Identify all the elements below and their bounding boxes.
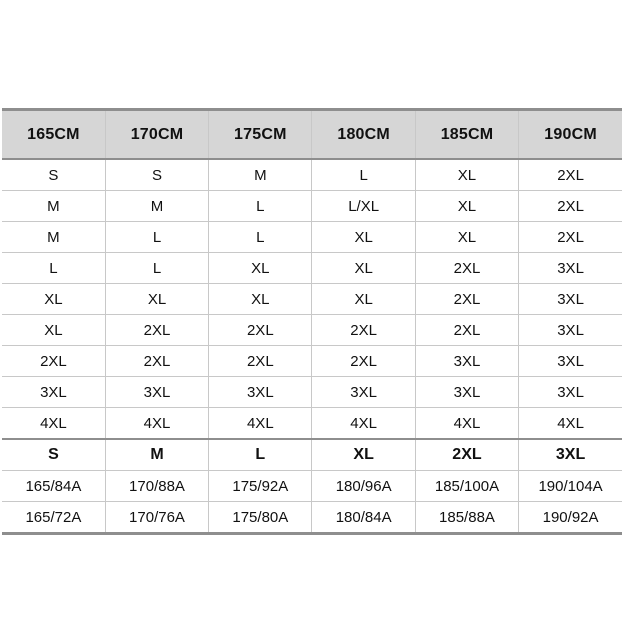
header-row (2, 110, 622, 160)
table-cell: L (209, 222, 312, 253)
table-cell: 2XL (519, 191, 622, 222)
table-row (2, 346, 622, 377)
table-cell: 2XL (415, 253, 518, 284)
spec-row-top (2, 471, 622, 502)
table-row (2, 284, 622, 315)
table-cell: L/XL (312, 191, 415, 222)
table-cell: 4XL (2, 408, 105, 440)
spec-cell: 180/96A (312, 471, 415, 502)
size-label-row (2, 439, 622, 471)
header-cell-190cm: 190CM (519, 110, 622, 160)
table-cell: L (2, 253, 105, 284)
table-header (2, 110, 622, 160)
table-row (2, 315, 622, 346)
table-cell: XL (105, 284, 208, 315)
size-label-cell: 2XL (415, 439, 518, 471)
table-cell: XL (2, 284, 105, 315)
table-cell: 3XL (519, 284, 622, 315)
table-cell: S (105, 159, 208, 191)
size-chart (2, 108, 622, 535)
table-cell: 3XL (415, 377, 518, 408)
spec-cell: 190/92A (519, 502, 622, 534)
spec-cell: 190/104A (519, 471, 622, 502)
size-label-cell: XL (312, 439, 415, 471)
header-cell-180cm: 180CM (312, 110, 415, 160)
table-row (2, 253, 622, 284)
table-row (2, 408, 622, 440)
table-cell: L (209, 191, 312, 222)
table-cell: L (105, 222, 208, 253)
size-chart-table (2, 108, 622, 535)
spec-cell: 165/84A (2, 471, 105, 502)
table-cell: L (312, 159, 415, 191)
table-cell: 3XL (519, 346, 622, 377)
table-cell: 2XL (209, 315, 312, 346)
table-cell: XL (312, 222, 415, 253)
table-cell: 2XL (519, 159, 622, 191)
size-label-cell: L (209, 439, 312, 471)
spec-cell: 185/88A (415, 502, 518, 534)
table-cell: 2XL (2, 346, 105, 377)
table-cell: 4XL (209, 408, 312, 440)
table-cell: 4XL (519, 408, 622, 440)
table-cell: 2XL (312, 315, 415, 346)
table-cell: M (2, 191, 105, 222)
table-cell: 3XL (415, 346, 518, 377)
header-cell-175cm: 175CM (209, 110, 312, 160)
table-cell: 3XL (519, 253, 622, 284)
header-cell-185cm: 185CM (415, 110, 518, 160)
table-row (2, 191, 622, 222)
table-cell: XL (209, 284, 312, 315)
table-cell: 2XL (519, 222, 622, 253)
table-cell: 2XL (105, 315, 208, 346)
table-cell: 2XL (209, 346, 312, 377)
table-cell: XL (312, 253, 415, 284)
table-cell: 2XL (312, 346, 415, 377)
table-cell: XL (415, 191, 518, 222)
table-cell: 3XL (209, 377, 312, 408)
table-cell: 4XL (415, 408, 518, 440)
table-cell: XL (209, 253, 312, 284)
table-cell: 4XL (105, 408, 208, 440)
table-cell: S (2, 159, 105, 191)
table-body (2, 159, 622, 534)
table-cell: M (209, 159, 312, 191)
table-cell: XL (2, 315, 105, 346)
table-cell: 3XL (2, 377, 105, 408)
table-cell: XL (415, 159, 518, 191)
table-cell: 3XL (519, 315, 622, 346)
table-cell: 2XL (415, 315, 518, 346)
table-row (2, 377, 622, 408)
header-cell-170cm: 170CM (105, 110, 208, 160)
table-cell: L (105, 253, 208, 284)
header-cell-165cm: 165CM (2, 110, 105, 160)
spec-cell: 175/80A (209, 502, 312, 534)
table-cell: 3XL (312, 377, 415, 408)
spec-cell: 175/92A (209, 471, 312, 502)
table-cell: 4XL (312, 408, 415, 440)
spec-cell: 170/88A (105, 471, 208, 502)
table-cell: XL (415, 222, 518, 253)
size-label-cell: S (2, 439, 105, 471)
size-label-cell: 3XL (519, 439, 622, 471)
table-row (2, 222, 622, 253)
table-cell: 2XL (415, 284, 518, 315)
spec-cell: 180/84A (312, 502, 415, 534)
table-cell: 2XL (105, 346, 208, 377)
table-row (2, 159, 622, 191)
size-label-cell: M (105, 439, 208, 471)
spec-cell: 170/76A (105, 502, 208, 534)
table-cell: M (105, 191, 208, 222)
spec-cell: 165/72A (2, 502, 105, 534)
spec-row-bottom (2, 502, 622, 534)
table-cell: 3XL (519, 377, 622, 408)
table-cell: XL (312, 284, 415, 315)
spec-cell: 185/100A (415, 471, 518, 502)
table-cell: M (2, 222, 105, 253)
table-cell: 3XL (105, 377, 208, 408)
